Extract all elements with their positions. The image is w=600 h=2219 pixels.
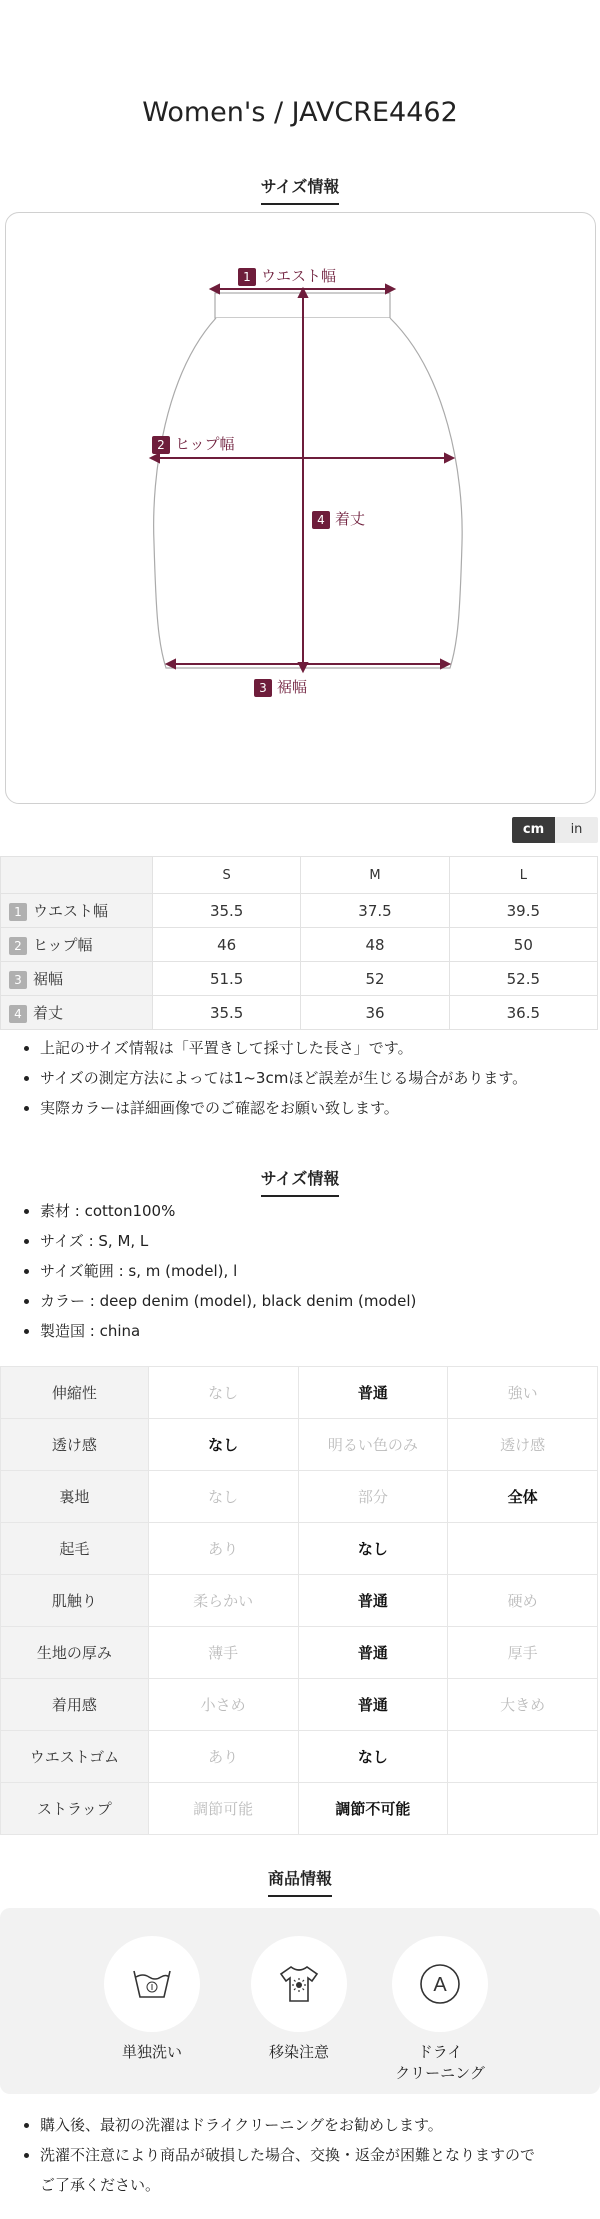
list-item: • 上記のサイズ情報は「平置きして採寸した長さ」です。 <box>40 1033 527 1063</box>
cell-value: 50 <box>449 928 597 962</box>
list-item: ご了承ください。 <box>40 2176 161 2194</box>
arrow-top-length <box>299 289 307 297</box>
dry-clean-icon <box>392 1936 488 2032</box>
care-label: 単独洗い <box>121 2043 182 2061</box>
table-row <box>1 1419 598 1471</box>
cell-value: 37.5 <box>301 894 449 928</box>
cell-value: 36 <box>301 996 449 1030</box>
feature-option <box>448 1783 598 1835</box>
product-info-heading: 商品情報 <box>0 1866 600 1897</box>
cell-value: 36.5 <box>449 996 597 1030</box>
row-label: 1 ウエスト幅 <box>1 894 153 928</box>
table-row <box>1 1523 598 1575</box>
feature-option <box>448 1731 598 1783</box>
spec-list <box>0 1196 416 1346</box>
header-size-s: S <box>153 857 301 894</box>
table-row <box>1 928 598 962</box>
list-item: • 洗濯不注意により商品が破損した場合、交換・返金が困難となりますので <box>40 2140 535 2170</box>
care-label: ドライ クリーニング <box>395 2043 485 2082</box>
feature-label: 透け感 <box>1 1419 149 1471</box>
table-row <box>1 962 598 996</box>
feature-label: 伸縮性 <box>1 1367 149 1419</box>
care-item-dye-transfer <box>234 1936 364 2063</box>
feature-option: なし <box>148 1471 298 1523</box>
feature-option: 小さめ <box>148 1679 298 1731</box>
table-row <box>1 1367 598 1419</box>
size-table-header <box>1 857 598 894</box>
hand-wash-icon <box>104 1936 200 2032</box>
header-size-l: L <box>449 857 597 894</box>
feature-option <box>448 1523 598 1575</box>
list-item: • 素材 : cotton100% <box>40 1196 416 1226</box>
care-item-dry-clean <box>375 1936 505 2084</box>
arrow-bottom-length <box>299 663 307 671</box>
arrow-right-waist <box>386 285 394 293</box>
feature-option: 普通 <box>298 1679 448 1731</box>
diagram-label-length: 4 着丈 <box>312 508 365 529</box>
feature-option: 調節可能 <box>148 1783 298 1835</box>
arrow-left-hip <box>151 454 159 462</box>
feature-option: あり <box>148 1523 298 1575</box>
feature-table <box>0 1366 598 1835</box>
feature-option: 部分 <box>298 1471 448 1523</box>
feature-option: なし <box>148 1367 298 1419</box>
feature-label: ストラップ <box>1 1783 149 1835</box>
table-row <box>1 1679 598 1731</box>
list-item: • 製造国 : china <box>40 1316 416 1346</box>
skirt-body-shape <box>154 318 463 668</box>
feature-label: 生地の厚み <box>1 1627 149 1679</box>
skirt-diagram-svg <box>6 213 595 803</box>
feature-option: 明るい色のみ <box>298 1419 448 1471</box>
feature-option: 厚手 <box>448 1627 598 1679</box>
cell-value: 52.5 <box>449 962 597 996</box>
feature-option: 硬め <box>448 1575 598 1627</box>
product-spec-heading: サイズ情報 <box>0 1166 600 1197</box>
feature-option: 全体 <box>448 1471 598 1523</box>
feature-option: 調節不可能 <box>298 1783 448 1835</box>
tshirt-dye-transfer-icon <box>251 1936 347 2032</box>
feature-option: なし <box>298 1731 448 1783</box>
feature-label: 裏地 <box>1 1471 149 1523</box>
size-table <box>0 856 598 1030</box>
arrow-left-waist <box>211 285 219 293</box>
feature-option: なし <box>298 1523 448 1575</box>
care-label: 移染注意 <box>268 2043 329 2061</box>
row-label: 4 着丈 <box>1 996 153 1030</box>
feature-option: 柔らかい <box>148 1575 298 1627</box>
cell-value: 39.5 <box>449 894 597 928</box>
list-item: • 購入後、最初の洗濯はドライクリーニングをお勧めします。 <box>40 2110 535 2140</box>
diagram-label-hem: 3 裾幅 <box>254 676 307 697</box>
feature-label: 肌触り <box>1 1575 149 1627</box>
size-diagram <box>5 212 596 804</box>
feature-option: 透け感 <box>448 1419 598 1471</box>
feature-label: 起毛 <box>1 1523 149 1575</box>
header-blank <box>1 857 153 894</box>
feature-option: 普通 <box>298 1627 448 1679</box>
care-item-hand-wash <box>87 1936 217 2063</box>
feature-option: なし <box>148 1419 298 1471</box>
cell-value: 51.5 <box>153 962 301 996</box>
list-item: • カラー : deep denim (model), black denim (model) <box>40 1286 416 1316</box>
header-size-m: M <box>301 857 449 894</box>
row-label: 2 ヒップ幅 <box>1 928 153 962</box>
feature-option: 大きめ <box>448 1679 598 1731</box>
feature-label: ウエストゴム <box>1 1731 149 1783</box>
care-panel <box>0 1908 600 2094</box>
unit-toggle <box>512 817 598 843</box>
cell-value: 35.5 <box>153 894 301 928</box>
cell-value: 35.5 <box>153 996 301 1030</box>
feature-option: 普通 <box>298 1575 448 1627</box>
list-item: • サイズの測定方法によっては1~3cmほど誤差が生じる場合があります。 <box>40 1063 527 1093</box>
table-row <box>1 1575 598 1627</box>
table-row <box>1 1731 598 1783</box>
feature-option: 強い <box>448 1367 598 1419</box>
feature-label: 着用感 <box>1 1679 149 1731</box>
list-item: • サイズ範囲 : s, m (model), l <box>40 1256 416 1286</box>
unit-cm-button[interactable]: cm <box>512 817 555 843</box>
table-row <box>1 996 598 1030</box>
list-item: • 実際カラーは詳細画像でのご確認をお願い致します。 <box>40 1093 527 1123</box>
care-notes <box>0 2110 535 2200</box>
cell-value: 52 <box>301 962 449 996</box>
table-row <box>1 1471 598 1523</box>
cell-value: 46 <box>153 928 301 962</box>
size-notes <box>0 1033 527 1123</box>
list-item: • サイズ : S, M, L <box>40 1226 416 1256</box>
feature-option: 普通 <box>298 1367 448 1419</box>
diagram-label-waist: 1 ウエスト幅 <box>238 265 336 286</box>
row-label: 3 裾幅 <box>1 962 153 996</box>
feature-option: 薄手 <box>148 1627 298 1679</box>
table-row <box>1 1783 598 1835</box>
table-row <box>1 894 598 928</box>
size-info-heading: サイズ情報 <box>0 174 600 205</box>
unit-in-button[interactable]: in <box>555 817 598 843</box>
svg-text:A: A <box>433 1974 447 1996</box>
page-title: Women's / JAVCRE4462 <box>142 97 458 128</box>
table-row <box>1 1627 598 1679</box>
cell-value: 48 <box>301 928 449 962</box>
feature-option: あり <box>148 1731 298 1783</box>
diagram-label-hip: 2 ヒップ幅 <box>152 433 235 454</box>
